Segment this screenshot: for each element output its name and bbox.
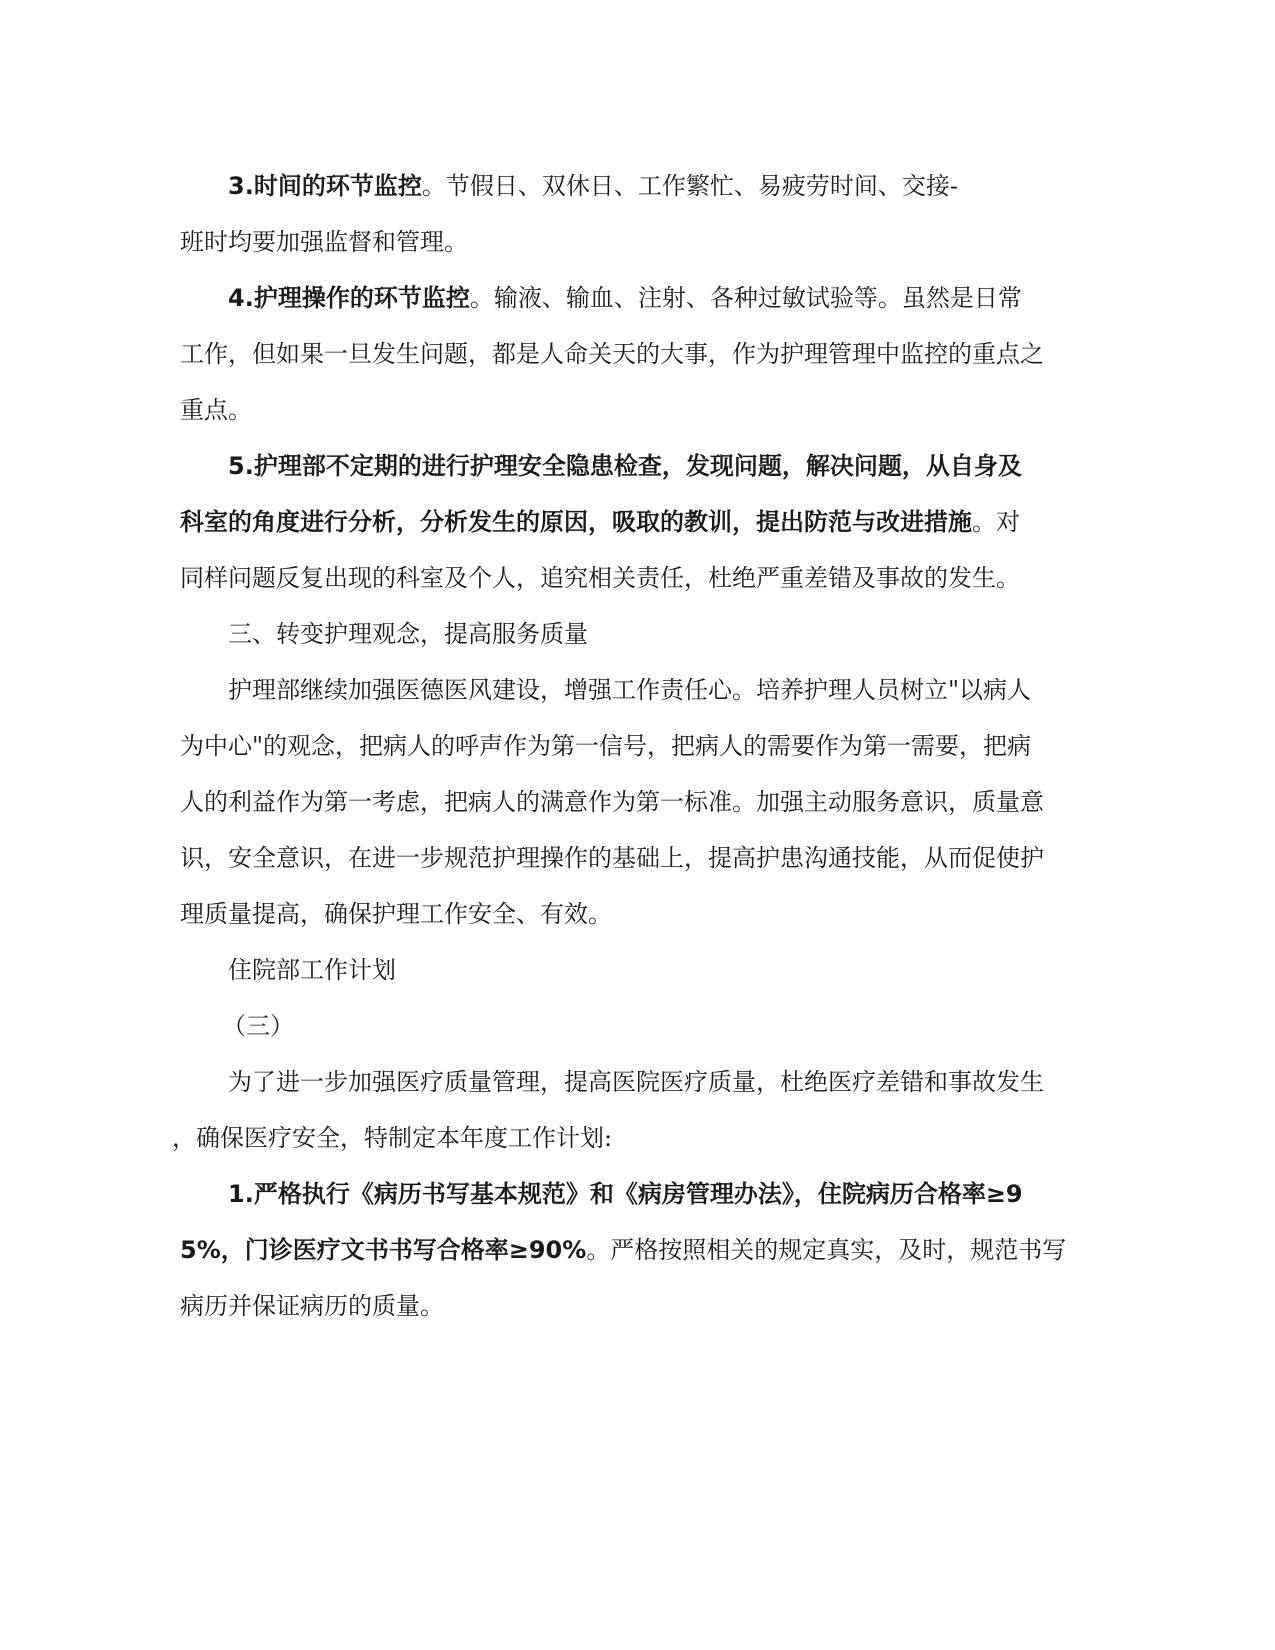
- item-5-text: 。对: [972, 508, 1020, 536]
- para-service-line-3: [180, 787, 1044, 817]
- item-3-line-1: [228, 171, 958, 201]
- inpatient-plan-title: [228, 955, 396, 985]
- para-service-line-4: [180, 843, 1044, 873]
- para-service-text-1: 护理部继续加强医德医风建设，增强工作责任心。培养护理人员树立"以病人: [228, 676, 1032, 704]
- part-three-label: [222, 1011, 294, 1041]
- section-3-heading: [228, 619, 588, 649]
- plan-item-1-text: 。严格按照相关的规定真实，及时，规范书写: [586, 1236, 1067, 1264]
- intro-text-1: 为了进一步加强医疗质量管理，提高医院医疗质量，杜绝医疗差错和事故发生: [228, 1068, 1044, 1096]
- section-3-title: 三、转变护理观念，提高服务质量: [228, 620, 588, 648]
- item-5-line-2: [180, 507, 1020, 537]
- intro-line-2: [172, 1123, 612, 1153]
- item-4-heading: 4.护理操作的环节监控: [228, 284, 470, 312]
- plan-item-1-heading: 1.严格执行《病历书写基本规范》和《病房管理办法》，住院病历合格率≥9: [228, 1180, 1023, 1208]
- item-5-heading: 5.护理部不定期的进行护理安全隐患检查，发现问题，解决问题，从自身及: [228, 452, 1022, 480]
- item-4-text: 。输液、输血、注射、各种过敏试验等。虽然是日常: [469, 284, 1022, 312]
- item-3-text: 。节假日、双休日、工作繁忙、易疲劳时间、交接-: [421, 172, 958, 200]
- item-4-text-cont: 工作，但如果一旦发生问题，都是人命关天的大事，作为护理管理中监控的重点之: [180, 340, 1044, 368]
- para-service-text-2: 为中心"的观念，把病人的呼声作为第一信号，把病人的需要作为第一需要，把病: [180, 732, 1032, 760]
- part-three-text: （三）: [222, 1012, 294, 1040]
- plan-item-1-heading-cont: 5%，门诊医疗文书书写合格率≥90%: [180, 1236, 587, 1264]
- item-3-heading: 3.时间的环节监控: [228, 172, 422, 200]
- intro-line-1: [228, 1067, 1044, 1097]
- item-5-line-3: [180, 563, 1020, 593]
- para-service-line-1: [228, 675, 1031, 705]
- item-5-text-cont: 同样问题反复出现的科室及个人，追究相关责任，杜绝严重差错及事故的发生。: [180, 564, 1020, 592]
- item-4-line-2: [180, 339, 1044, 369]
- item-4-line-3: [180, 395, 252, 425]
- inpatient-plan-title-text: 住院部工作计划: [228, 956, 396, 984]
- plan-item-1-line-2: [180, 1235, 1066, 1265]
- para-service-text-4: 识，安全意识，在进一步规范护理操作的基础上，提高护患沟通技能，从而促使护: [180, 844, 1044, 872]
- plan-item-1-line-3: [180, 1291, 444, 1321]
- para-service-line-2: [180, 731, 1031, 761]
- plan-item-1-text-cont: 病历并保证病历的质量。: [180, 1292, 444, 1320]
- item-5-line-1: [228, 451, 1022, 481]
- item-3-text-cont: 班时均要加强监督和管理。: [180, 228, 468, 256]
- para-service-text-3: 人的利益作为第一考虑，把病人的满意作为第一标准。加强主动服务意识，质量意: [180, 788, 1044, 816]
- item-4-text-end: 重点。: [180, 396, 252, 424]
- item-5-heading-cont: 科室的角度进行分析，分析发生的原因，吸取的教训，提出防范与改进措施: [180, 508, 972, 536]
- plan-item-1-line-1: [228, 1179, 1023, 1209]
- item-3-line-2: [180, 227, 468, 257]
- para-service-line-5: [180, 899, 612, 929]
- item-4-line-1: [228, 283, 1022, 313]
- intro-text-2: ，确保医疗安全，特制定本年度工作计划:: [172, 1124, 613, 1152]
- para-service-text-5: 理质量提高，确保护理工作安全、有效。: [180, 900, 612, 928]
